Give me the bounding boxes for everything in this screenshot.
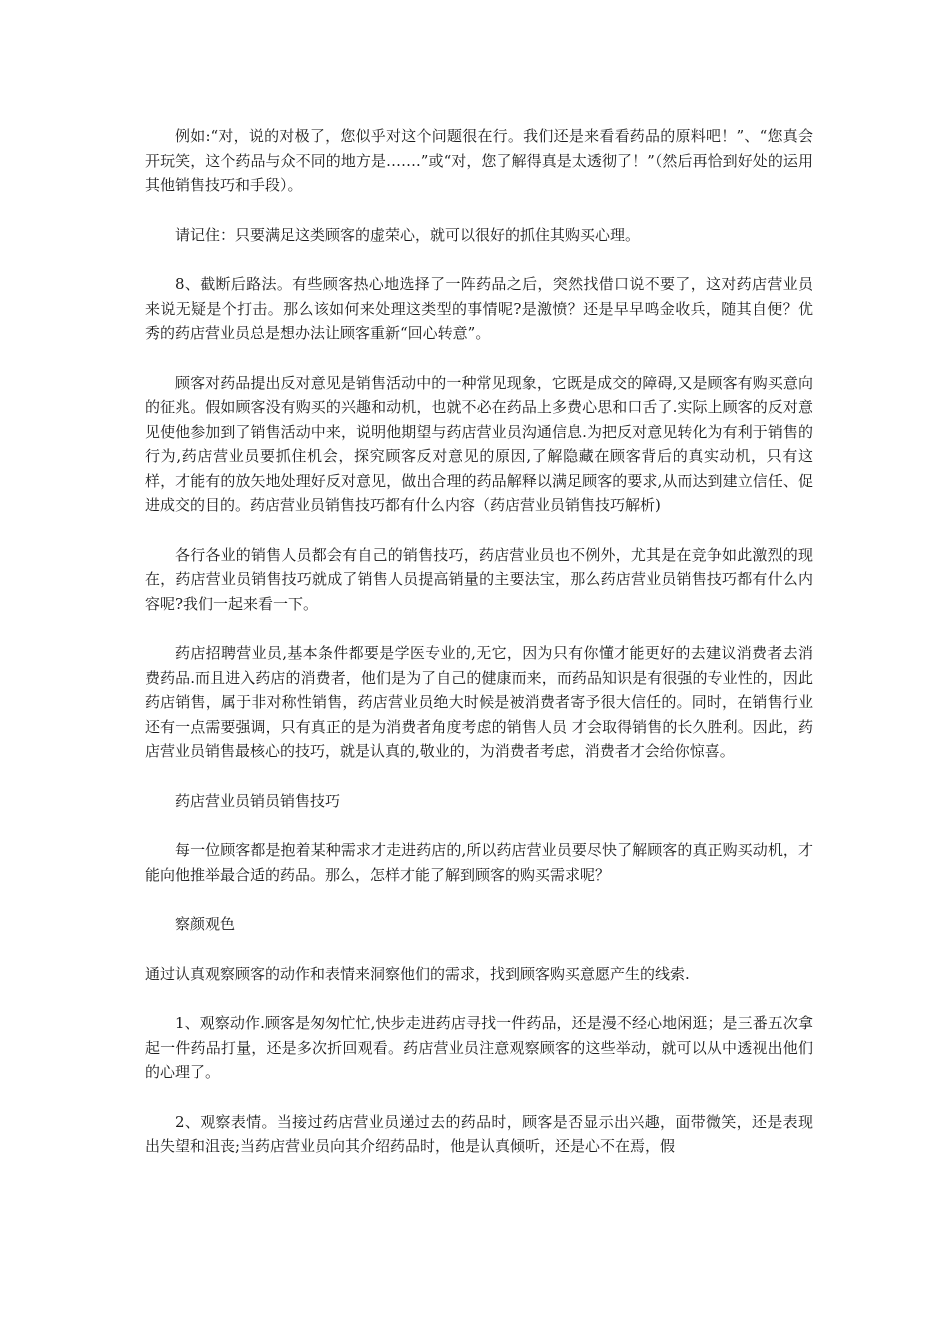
paragraph-observe-actions: 1、观察动作.顾客是匆匆忙忙,快步走进药店寻找一件药品，还是漫不经心地闲逛；是三番五次拿起一件药品打量，还是多次折回观看。药店营业员注意观察顾客的这些举动，就可以从中透视出他们的心理了。 xyxy=(145,1014,813,1081)
paragraph-observe-intro: 通过认真观察顾客的动作和表情来洞察他们的需求，找到顾客购买意愿产生的线索. xyxy=(145,964,690,983)
paragraph-recruitment: 药店招聘营业员,基本条件都要是学医专业的,无它，因为只有你懂才能更好的去建议消费者去消费药品.而且进入药店的消费者，他们是为了自己的健康而来，而药品知识是有很强的专业性的，因此药店销售，属于非对称性销售，药店营业员绝大时候是被消费者寄予很大信任的。同时，在销售行业还有一点需要强调，只有真正的是为消费者角度考虑的销售人员 才会取得销售的长久胜利。因此，药店营业员销售最核心的技巧，就是认真的,敬业的，为消费者考虑，消费者才会给你惊喜。 xyxy=(145,644,813,760)
paragraph-remember: 请记住：只要满足这类顾客的虚荣心，就可以很好的抓住其购买心理。 xyxy=(175,225,641,244)
paragraph-objections: 顾客对药品提出反对意见是销售活动中的一种常见现象，它既是成交的障碍,又是顾客有购买意向的征兆。假如顾客没有购买的兴趣和动机，也就不必在药品上多费心思和口舌了.实际上顾客的反对意见使他参加到了销售活动中来，说明他期望与药店营业员沟通信息.为把反对意见转化为有利于销售的行为,药店营业员要抓住机会，探究顾客反对意见的原因,了解隐藏在顾客背后的真实动机，只有这样，才能有的放矢地处理好反对意见，做出合理的药品解释以满足顾客的要求,从而达到建立信任、促进成交的目的。药店营业员销售技巧都有什么内容（药店营业员销售技巧解析) xyxy=(145,373,813,514)
paragraph-customer-needs: 每一位顾客都是抱着某种需求才走进药店的,所以药店营业员要尽快了解顾客的真正购买动机，才能向他推举最合适的药品。那么，怎样才能了解到顾客的购买需求呢？ xyxy=(145,841,813,884)
section-heading-sales-skills: 药店营业员销员销售技巧 xyxy=(175,791,341,810)
paragraph-industry-skills: 各行各业的销售人员都会有自己的销售技巧，药店营业员也不例外，尤其是在竞争如此激烈的现在，药店营业员销售技巧就成了销售人员提高销量的主要法宝，那么药店营业员销售技巧都有什么内容呢?我们一起来看一下。 xyxy=(145,545,813,613)
paragraph-cut-off-retreat: 8、截断后路法。有些顾客热心地选择了一阵药品之后，突然找借口说不要了，这对药店营业员来说无疑是个打击。那么该如何来处理这类型的事情呢?是激愤？还是早早鸣金收兵，随其自便？优秀的药店营业员总是想办法让顾客重新“回心转意”。 xyxy=(145,275,813,342)
paragraph-example-phrases: 例如:“对，说的对极了，您似乎对这个问题很在行。我们还是来看看药品的原料吧！”、“您真会开玩笑，这个药品与众不同的地方是…….”或“对，您了解得真是太透彻了！”（然后再恰到好处的运用其他销售技巧和手段）。 xyxy=(145,127,813,194)
section-heading-observe: 察颜观色 xyxy=(175,915,236,933)
paragraph-observe-expressions: 2、观察表情。当接过药店营业员递过去的药品时，顾客是否显示出兴趣，面带微笑，还是表现出失望和沮丧;当药店营业员向其介绍药品时，他是认真倾听，还是心不在焉，假 xyxy=(145,1112,813,1155)
document-body xyxy=(145,124,813,1159)
